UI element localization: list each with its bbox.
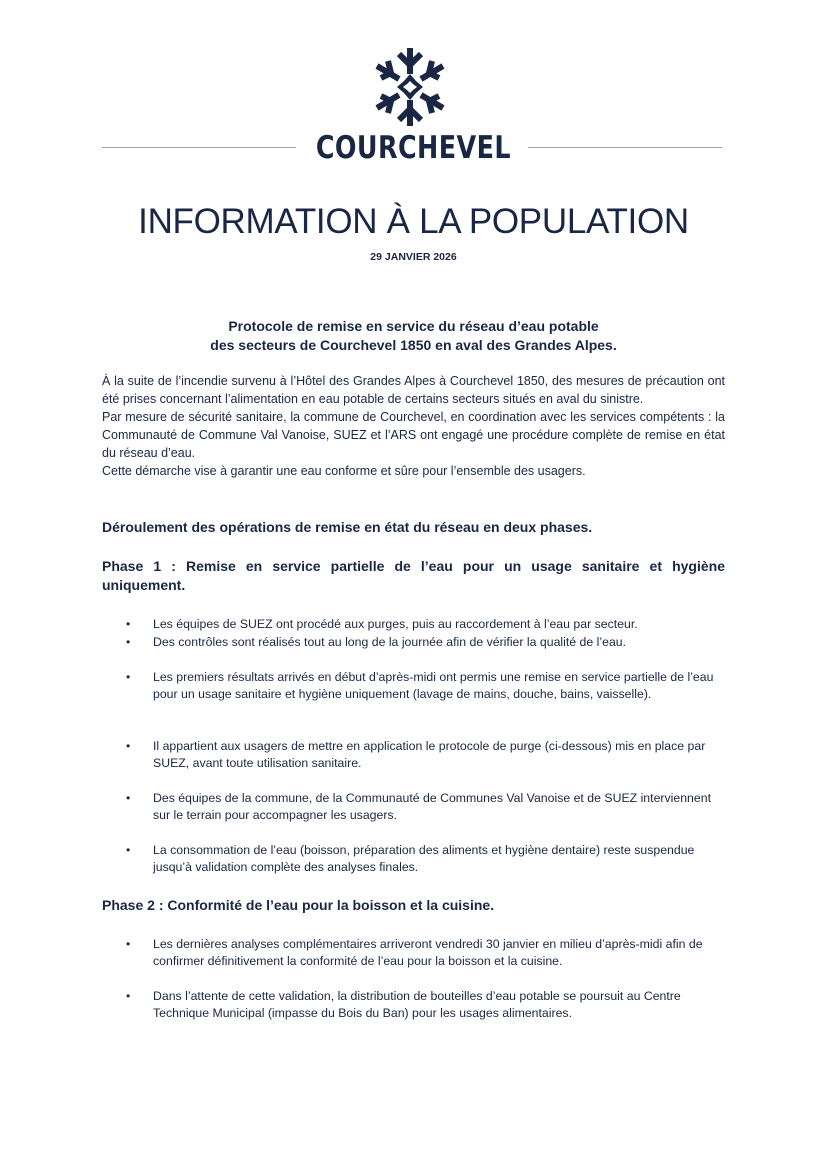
header-divider-right <box>528 147 722 148</box>
list-item: • Les équipes de SUEZ ont procédé aux purges, puis au raccordement à l’eau par secteur. <box>126 617 638 631</box>
bullet-icon: • <box>126 791 131 805</box>
bullet-icon: • <box>126 989 131 1003</box>
snowflake-icon <box>369 44 451 130</box>
list-item: • Des équipes de la commune, de la Communauté de Communes Val Vanoise et de SUEZ interviennent sur le terrain pour accompagner les usagers. <box>126 791 711 822</box>
bullet-icon: • <box>126 937 131 951</box>
list-item: • Des contrôles sont réalisés tout au long de la journée afin de vérifier la qualité de l’eau. <box>126 635 627 649</box>
subject-line-1: Protocole de remise en service du réseau d’eau potable <box>228 318 599 334</box>
bullet-icon: • <box>126 739 131 753</box>
header-divider-left <box>102 147 296 148</box>
bullet-icon: • <box>126 670 131 684</box>
bullet-icon: • <box>126 635 131 649</box>
letterhead <box>0 0 827 175</box>
bullet-icon: • <box>126 617 131 631</box>
publication-date: 29 JANVIER 2026 <box>370 251 457 263</box>
operations-heading: Déroulement des opérations de remise en état du réseau en deux phases. <box>102 519 593 535</box>
brand-wordmark: COURCHEVEL <box>315 130 511 166</box>
list-item: • Les premiers résultats arrivés en début d’après-midi ont permis une remise en service partielle de l’eau pour un usage sanitaire et hygiène uniquement (lavage de mains, douche, bains, vaisselle). <box>126 670 714 701</box>
list-item: • Il appartient aux usagers de mettre en application le protocole de purge (ci-dessous) mis en place par SUEZ, avant toute utilisation sanitaire. <box>126 739 706 770</box>
list-item: • La consommation de l’eau (boisson, préparation des aliments et hygiène dentaire) reste suspendue jusqu’à validation complète des analyses finales. <box>126 843 695 874</box>
intro-paragraph-1: À la suite de l’incendie survenu à l’Hôtel des Grandes Alpes à Courchevel 1850, des mesures de précaution ont été prises concernant l’alimentation en eau potable de certains secteurs situés en aval du sinistre. <box>102 374 725 406</box>
document-subject <box>0 317 827 355</box>
phase-1-heading: Phase 1 : Remise en service partielle de l’eau pour un usage sanitaire et hygiène uniquement. <box>102 558 725 593</box>
phase-2-heading: Phase 2 : Conformité de l’eau pour la boisson et la cuisine. <box>102 897 495 913</box>
bullet-icon: • <box>126 843 131 857</box>
subject-line-2: des secteurs de Courchevel 1850 en aval des Grandes Alpes. <box>210 337 617 353</box>
intro-paragraph-2: Par mesure de sécurité sanitaire, la commune de Courchevel, en coordination avec les services compétents : la Communauté de Commune Val Vanoise, SUEZ et l’ARS ont engagé une procédure complète de remise en état du réseau d’eau. <box>102 410 725 460</box>
page-title: INFORMATION À LA POPULATION <box>138 202 689 241</box>
intro-paragraph-3: Cette démarche vise à garantir une eau conforme et sûre pour l’ensemble des usagers. <box>102 464 586 478</box>
list-item: • Les dernières analyses complémentaires arriveront vendredi 30 janvier en milieu d’après-midi afin de confirmer définitivement la conformité de l’eau pour la boisson et la cuisine. <box>126 937 703 968</box>
list-item: • Dans l’attente de cette validation, la distribution de bouteilles d’eau potable se poursuit au Centre Technique Municipal (impasse du Bois du Ban) pour les usages alimentaires. <box>126 989 681 1020</box>
intro-text <box>102 372 725 480</box>
